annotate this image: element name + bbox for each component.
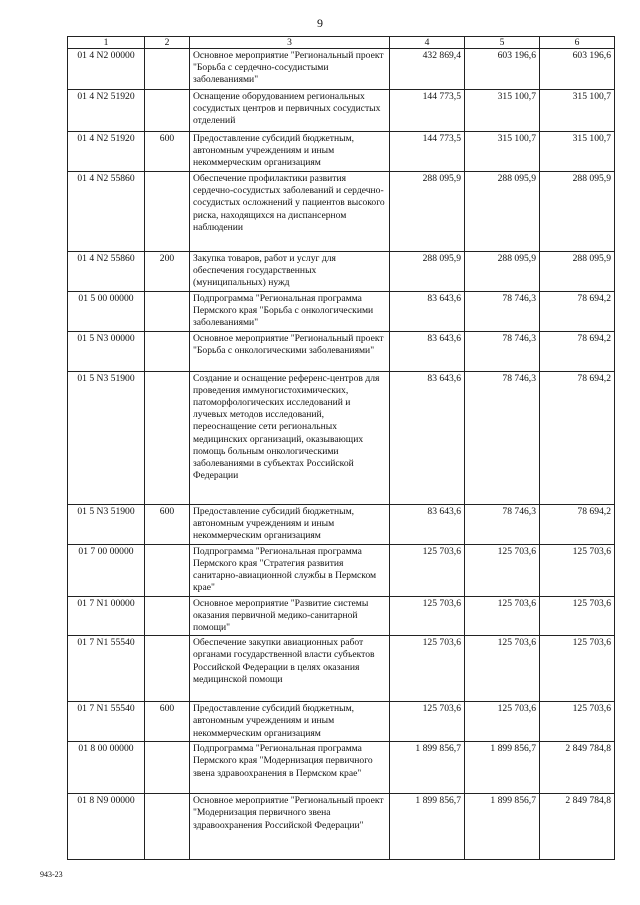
amount-col4: 1 899 856,7 [390,742,465,794]
amount-col4: 288 095,9 [390,252,465,292]
table-row [68,172,615,252]
amount-col4: 144 773,5 [390,90,465,132]
amount-col5: 288 095,9 [465,252,540,292]
expense-type-code [145,371,190,504]
row-name: Основное мероприятие "Региональный проект "Борьба с сердечно-сосудистыми заболеваниями" [190,49,390,90]
expense-type-code [145,172,190,252]
expense-type-code: 600 [145,132,190,172]
table-row [68,702,615,742]
row-name: Основное мероприятие "Развитие системы оказания первичной медико-санитарной помощи" [190,596,390,636]
column-number-row [68,37,615,49]
document-footer-code: 943-23 [40,870,63,879]
target-article-code: 01 8 N9 00000 [68,794,145,860]
budget-table [67,36,615,860]
amount-col4: 83 643,6 [390,371,465,504]
amount-col5: 125 703,6 [465,596,540,636]
target-article-code: 01 7 N1 55540 [68,702,145,742]
amount-col6: 125 703,6 [540,702,615,742]
amount-col5: 1 899 856,7 [465,794,540,860]
table-row [68,132,615,172]
table-row [68,636,615,702]
amount-col5: 125 703,6 [465,636,540,702]
amount-col6: 288 095,9 [540,252,615,292]
target-article-code: 01 5 N3 51900 [68,371,145,504]
column-header-1: 1 [68,37,145,49]
expense-type-code: 600 [145,504,190,544]
row-name: Подпрограмма "Региональная программа Пермского края "Борьба с онкологическими заболеваниями" [190,292,390,332]
target-article-code: 01 8 00 00000 [68,742,145,794]
table-row [68,371,615,504]
amount-col6: 78 694,2 [540,371,615,504]
column-header-3: 3 [190,37,390,49]
amount-col4: 125 703,6 [390,636,465,702]
table-row [68,49,615,90]
expense-type-code [145,544,190,596]
table-row [68,252,615,292]
amount-col6: 315 100,7 [540,132,615,172]
target-article-code: 01 5 N3 00000 [68,331,145,371]
row-name: Предоставление субсидий бюджетным, автономным учреждениям и иным некоммерческим организациям [190,132,390,172]
row-name: Предоставление субсидий бюджетным, автономным учреждениям и иным некоммерческим организациям [190,504,390,544]
amount-col5: 1 899 856,7 [465,742,540,794]
expense-type-code [145,596,190,636]
target-article-code: 01 7 N1 55540 [68,636,145,702]
amount-col4: 1 899 856,7 [390,794,465,860]
row-name: Основное мероприятие "Региональный проект "Борьба с онкологическими заболеваниями" [190,331,390,371]
table-row [68,544,615,596]
target-article-code: 01 4 N2 51920 [68,132,145,172]
amount-col5: 78 746,3 [465,371,540,504]
target-article-code: 01 4 N2 55860 [68,252,145,292]
row-name: Создание и оснащение референс-центров для проведения иммуногистохимических, патоморфологических исследований и лучевых методов исследований, переоснащение сети региональных медицинских организаций, оказывающих помощь больным онкологическими заболеваниями в субъектах Российской Федерации [190,371,390,504]
expense-type-code [145,636,190,702]
row-name: Подпрограмма "Региональная программа Пермского края "Модернизация первичного звена здравоохранения в Пермском крае" [190,742,390,794]
table-row [68,331,615,371]
expense-type-code [145,794,190,860]
amount-col5: 125 703,6 [465,544,540,596]
amount-col6: 78 694,2 [540,331,615,371]
amount-col6: 603 196,6 [540,49,615,90]
amount-col5: 603 196,6 [465,49,540,90]
table-row [68,90,615,132]
amount-col5: 78 746,3 [465,292,540,332]
amount-col6: 2 849 784,8 [540,742,615,794]
amount-col6: 315 100,7 [540,90,615,132]
amount-col6: 288 095,9 [540,172,615,252]
row-name: Подпрограмма "Региональная программа Пермского края "Стратегия развития санитарно-авиационной службы в Пермском крае" [190,544,390,596]
amount-col4: 288 095,9 [390,172,465,252]
amount-col5: 315 100,7 [465,90,540,132]
column-header-5: 5 [465,37,540,49]
expense-type-code [145,49,190,90]
expense-type-code: 600 [145,702,190,742]
amount-col4: 125 703,6 [390,702,465,742]
page-number: 9 [317,16,323,30]
expense-type-code [145,331,190,371]
amount-col4: 125 703,6 [390,596,465,636]
amount-col6: 125 703,6 [540,596,615,636]
table-row [68,742,615,794]
expense-type-code: 200 [145,252,190,292]
amount-col6: 125 703,6 [540,636,615,702]
amount-col4: 144 773,5 [390,132,465,172]
target-article-code: 01 7 N1 00000 [68,596,145,636]
expense-type-code [145,742,190,794]
amount-col4: 83 643,6 [390,331,465,371]
amount-col5: 125 703,6 [465,702,540,742]
target-article-code: 01 5 00 00000 [68,292,145,332]
row-name: Основное мероприятие "Региональный проект "Модернизация первичного звена здравоохранения Российской Федерации" [190,794,390,860]
column-header-2: 2 [145,37,190,49]
target-article-code: 01 7 00 00000 [68,544,145,596]
table-row [68,504,615,544]
target-article-code: 01 4 N2 55860 [68,172,145,252]
table-row [68,292,615,332]
amount-col5: 315 100,7 [465,132,540,172]
row-name: Закупка товаров, работ и услуг для обеспечения государственных (муниципальных) нужд [190,252,390,292]
row-name: Обеспечение закупки авиационных работ органами государственной власти субъектов Российской Федерации в целях оказания медицинской помощи [190,636,390,702]
table-row [68,596,615,636]
column-header-4: 4 [390,37,465,49]
amount-col6: 78 694,2 [540,504,615,544]
amount-col4: 432 869,4 [390,49,465,90]
amount-col5: 78 746,3 [465,504,540,544]
amount-col6: 125 703,6 [540,544,615,596]
amount-col6: 2 849 784,8 [540,794,615,860]
target-article-code: 01 4 N2 00000 [68,49,145,90]
target-article-code: 01 4 N2 51920 [68,90,145,132]
amount-col6: 78 694,2 [540,292,615,332]
column-header-6: 6 [540,37,615,49]
expense-type-code [145,90,190,132]
row-name: Оснащение оборудованием региональных сосудистых центров и первичных сосудистых отделений [190,90,390,132]
expense-type-code [145,292,190,332]
row-name: Обеспечение профилактики развития сердечно-сосудистых заболеваний и сердечно-сосудистых осложнений у пациентов высокого риска, находящихся на диспансерном наблюдении [190,172,390,252]
amount-col5: 78 746,3 [465,331,540,371]
amount-col4: 83 643,6 [390,292,465,332]
amount-col4: 125 703,6 [390,544,465,596]
amount-col4: 83 643,6 [390,504,465,544]
row-name: Предоставление субсидий бюджетным, автономным учреждениям и иным некоммерческим организациям [190,702,390,742]
table-row [68,794,615,860]
amount-col5: 288 095,9 [465,172,540,252]
target-article-code: 01 5 N3 51900 [68,504,145,544]
